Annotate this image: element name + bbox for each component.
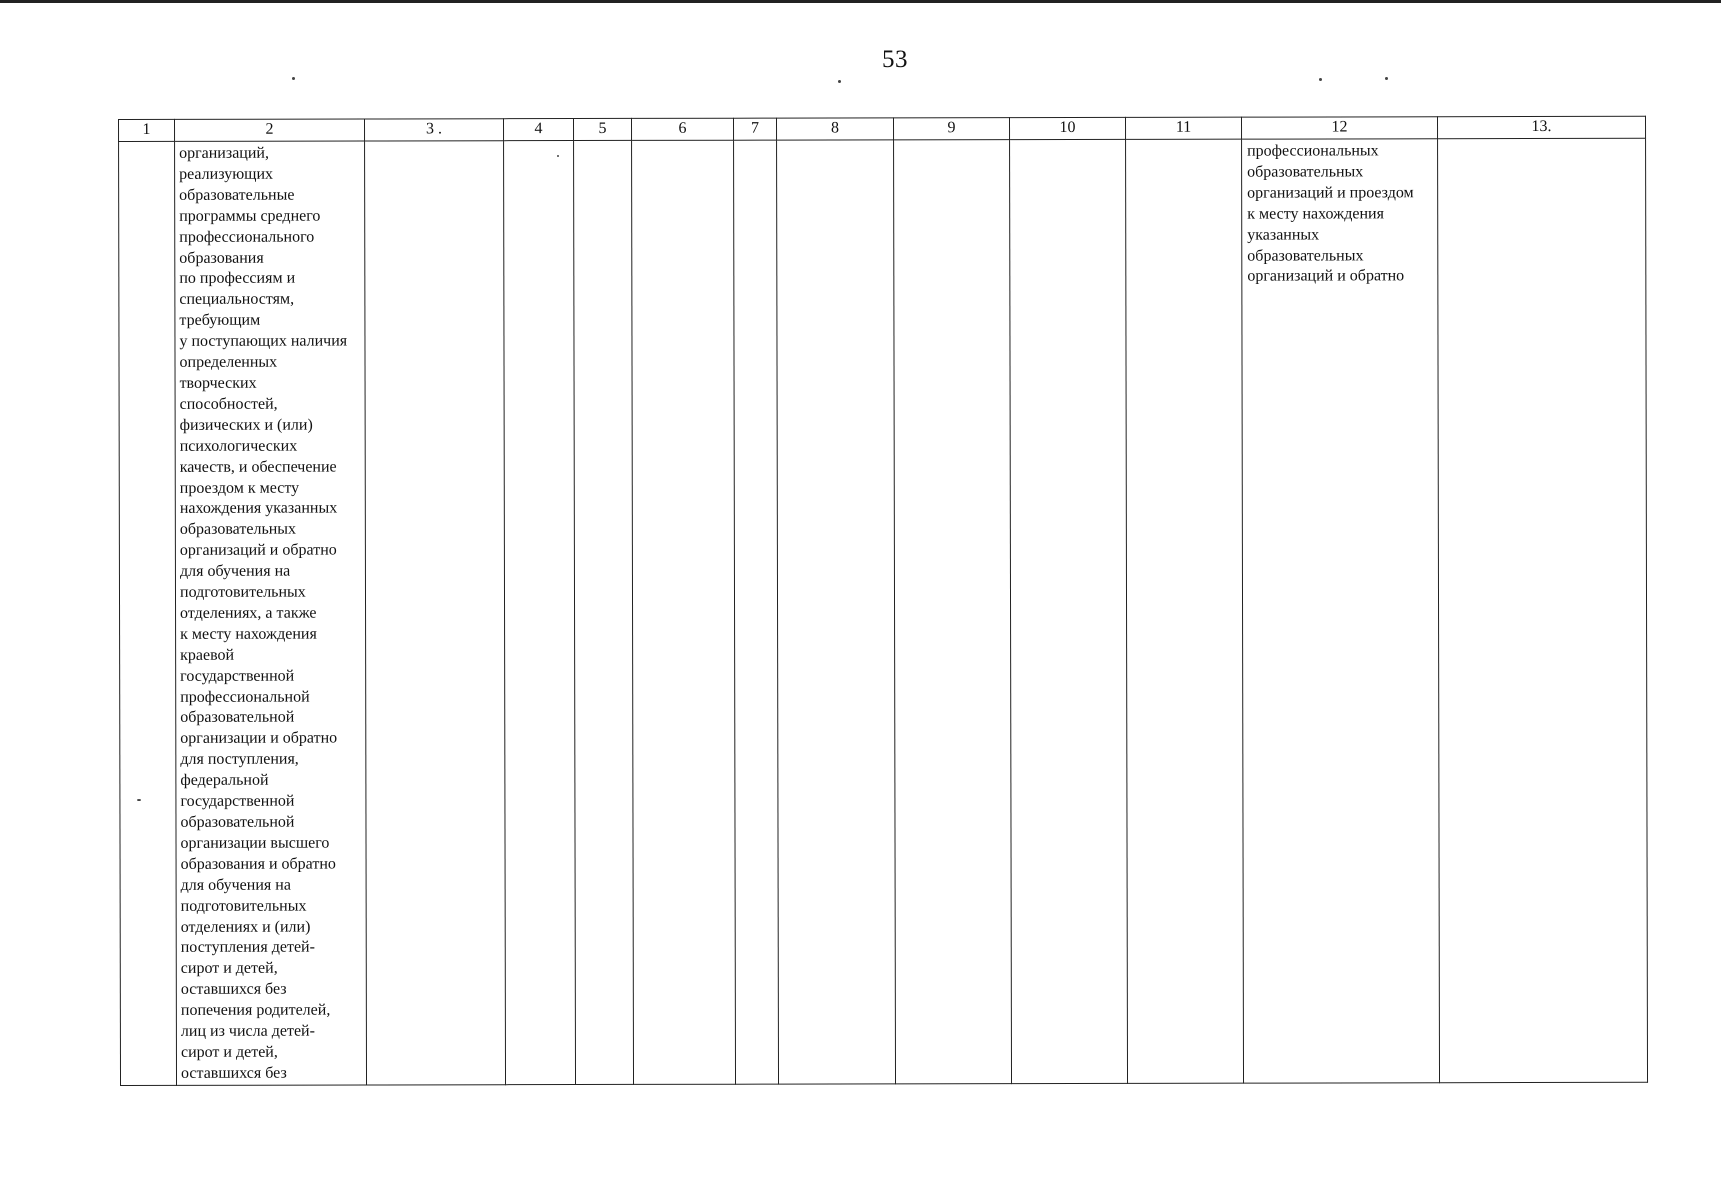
- scan-speck: [838, 80, 841, 83]
- table-cell: [1438, 138, 1648, 1082]
- data-table: [118, 116, 1648, 1086]
- column-header: 13.: [1437, 116, 1645, 138]
- column-header: 4: [504, 119, 574, 141]
- table-cell: [175, 141, 367, 1085]
- column-header: 2: [175, 119, 365, 141]
- column-header: 5: [574, 118, 632, 140]
- column-header: 11: [1125, 117, 1241, 139]
- table-cell: [894, 140, 1012, 1084]
- cell-text-col2: организаций, реализующих образовательные программы среднего профессионального образования по профессиям и специальностям, требующим у поступающих наличия определенных творческих способностей, физических и (или) психологических качеств, и обеспечение проездом к месту нахождения указанных образовательных организаций и обратно для обучения на подготовительных отделениях, а также к месту нахождения краевой государственной профессиональной образовательной организации и обратно для поступления, федеральной государственной образовательной организации высшего образования и обратно для обучения на подготовительных отделениях и (или) поступления детей- сирот и детей, оставшихся без попечения родителей, лиц из числа детей- сирот и детей, оставшихся без: [179, 144, 348, 1082]
- column-header: 9: [893, 118, 1009, 140]
- column-header: 8: [776, 118, 893, 140]
- scan-top-edge: [0, 0, 1721, 3]
- table-cell: [365, 141, 506, 1085]
- column-header: 12: [1241, 117, 1437, 139]
- table-cell: [1010, 139, 1128, 1083]
- table-cell: [777, 140, 896, 1084]
- table-cell: [1126, 139, 1244, 1083]
- table-header-row: [119, 116, 1646, 141]
- scan-speck: [1319, 78, 1322, 81]
- table-cell: [734, 140, 779, 1084]
- table-cell: [632, 140, 736, 1084]
- column-header: 6: [631, 118, 733, 140]
- column-header: 10: [1009, 117, 1125, 139]
- table-cell: [119, 141, 177, 1085]
- scan-speck: [1385, 77, 1388, 80]
- column-header: 1: [119, 119, 175, 141]
- column-header: 3 .: [365, 119, 504, 141]
- cell-text-col12: профессиональных образовательных организаций и проездом к месту нахождения указанных образовательных организаций и обратно: [1247, 142, 1414, 286]
- scan-speck: [292, 77, 295, 80]
- page-number: 53: [882, 46, 908, 73]
- table-cell: [574, 140, 634, 1084]
- column-header: 7: [733, 118, 776, 140]
- table-cell: [504, 141, 576, 1085]
- table-row: [119, 138, 1648, 1085]
- table-cell: [1242, 139, 1440, 1083]
